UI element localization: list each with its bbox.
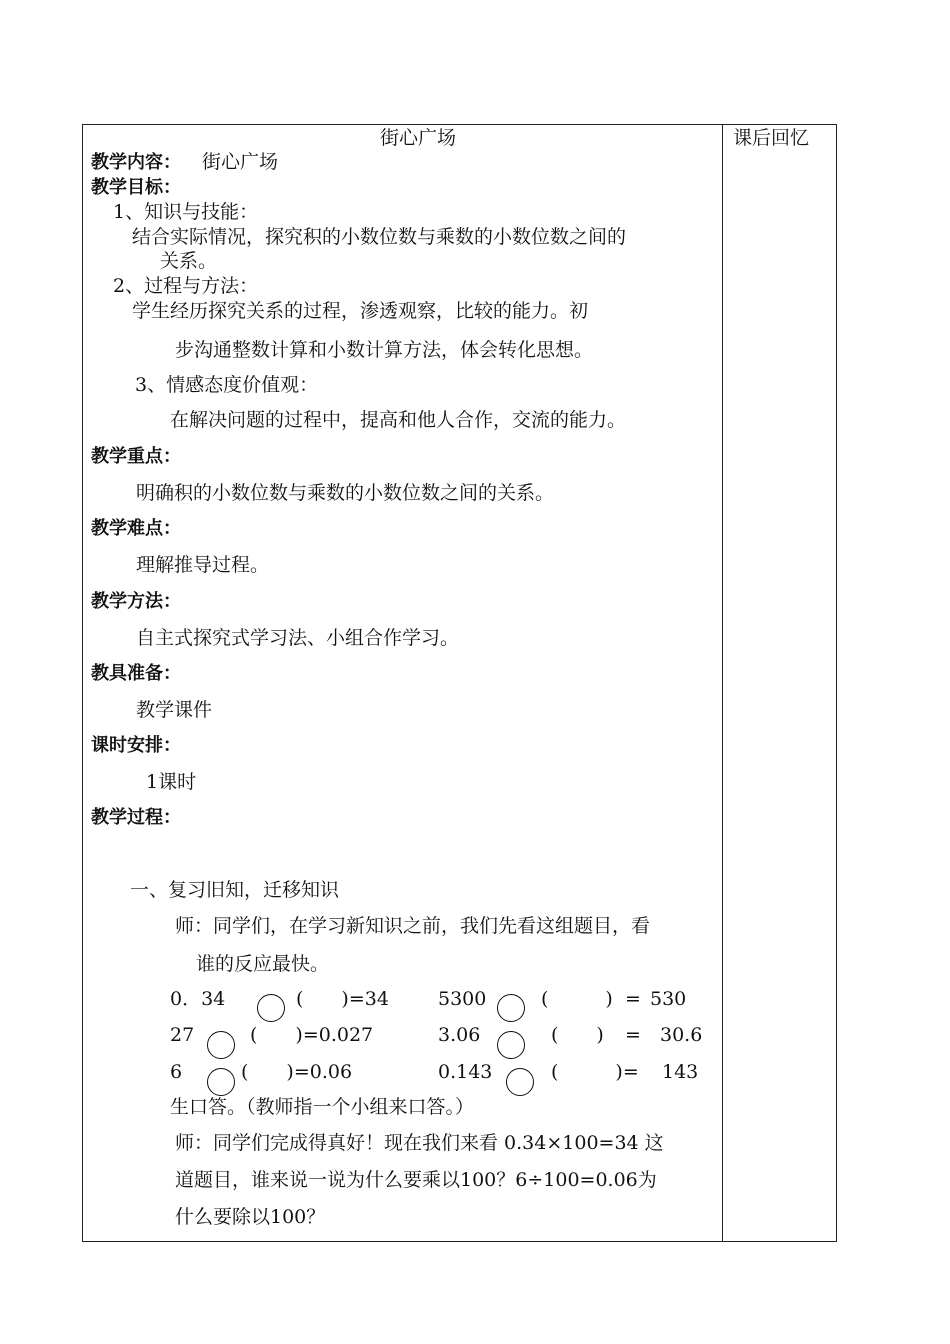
exercise-6-result: 143 xyxy=(662,1061,699,1083)
lesson-title: 街心广场 xyxy=(380,127,457,149)
exercise-3-blank: ( )=0.027 xyxy=(250,1024,374,1046)
operator-circle-5 xyxy=(207,1068,235,1096)
goal3-heading: 3、情感态度价值观： xyxy=(135,374,319,396)
schedule-label: 课时安排： xyxy=(91,735,181,756)
goal2-heading: 2、过程与方法： xyxy=(113,275,259,297)
operator-circle-1 xyxy=(257,994,285,1022)
goal1-heading: 1、知识与技能： xyxy=(113,201,259,223)
goal1-text-cont: 关系。 xyxy=(160,250,218,272)
section-heading: 一、复习旧知，迁移知识 xyxy=(130,879,340,901)
process-label: 教学过程： xyxy=(91,807,181,828)
method-label: 教学方法： xyxy=(91,591,181,612)
goal3-text: 在解决问题的过程中，提高和他人合作，交流的能力。 xyxy=(170,409,627,431)
operator-circle-3 xyxy=(207,1031,235,1059)
exercise-5-blank: ( )=0.06 xyxy=(241,1061,353,1083)
exercise-4-blank: ( ) xyxy=(551,1024,604,1046)
teacher-prompt-cont: 谁的反应最快。 xyxy=(196,953,330,975)
teacher-question: 师：同学们完成得真好！现在我们来看 0.34×100=34 这 xyxy=(175,1132,664,1154)
key-text: 明确积的小数位数与乘数的小数位数之间的关系。 xyxy=(136,482,555,504)
tools-text: 教学课件 xyxy=(136,699,213,721)
goal1-text: 结合实际情况，探究积的小数位数与乘数的小数位数之间的 xyxy=(132,226,627,248)
tools-label: 教具准备： xyxy=(91,663,181,684)
exercise-5-operand: 6 xyxy=(170,1061,183,1083)
exercise-1-blank: ( )=34 xyxy=(296,988,389,1010)
exercise-3-operand: 27 xyxy=(170,1024,195,1046)
teacher-question-cont: 道题目，谁来说一说为什么要乘以100？6÷100=0.06为 xyxy=(175,1169,657,1191)
schedule-text: 1课时 xyxy=(146,771,197,793)
operator-circle-2 xyxy=(497,994,525,1022)
student-answer: 生口答。（教师指一个小组来口答。） xyxy=(170,1096,475,1118)
exercise-2-blank: ( ) xyxy=(541,988,613,1010)
teacher-question-end: 什么要除以100？ xyxy=(175,1206,326,1228)
content-label: 教学内容： xyxy=(91,152,181,173)
exercise-4-operand: 3.06 xyxy=(438,1024,481,1046)
teacher-prompt: 师：同学们，在学习新知识之前，我们先看这组题目，看 xyxy=(175,915,651,937)
column-divider xyxy=(722,124,723,1242)
exercise-6-operand: 0.143 xyxy=(438,1061,493,1083)
difficulty-label: 教学难点： xyxy=(91,518,181,539)
exercise-6-blank: ( )= xyxy=(551,1061,639,1083)
goal2-text-cont: 步沟通整数计算和小数计算方法，体会转化思想。 xyxy=(175,339,594,361)
goals-label: 教学目标： xyxy=(91,177,181,198)
exercise-1-operand: 0．34 xyxy=(170,988,226,1010)
exercise-2-equals: = xyxy=(625,988,641,1010)
key-label: 教学重点： xyxy=(91,446,181,467)
difficulty-text: 理解推导过程。 xyxy=(136,554,270,576)
exercise-2-operand: 5300 xyxy=(438,988,487,1010)
goal2-text: 学生经历探究关系的过程，渗透观察，比较的能力。初 xyxy=(132,300,589,322)
operator-circle-6 xyxy=(506,1068,534,1096)
exercise-2-result: 530 xyxy=(650,988,687,1010)
content-value: 街心广场 xyxy=(202,151,279,173)
operator-circle-4 xyxy=(497,1031,525,1059)
method-text: 自主式探究式学习法、小组合作学习。 xyxy=(136,627,460,649)
side-column-header: 课后回忆 xyxy=(733,127,810,149)
exercise-4-result: 30.6 xyxy=(660,1024,703,1046)
exercise-4-equals: = xyxy=(625,1024,641,1046)
